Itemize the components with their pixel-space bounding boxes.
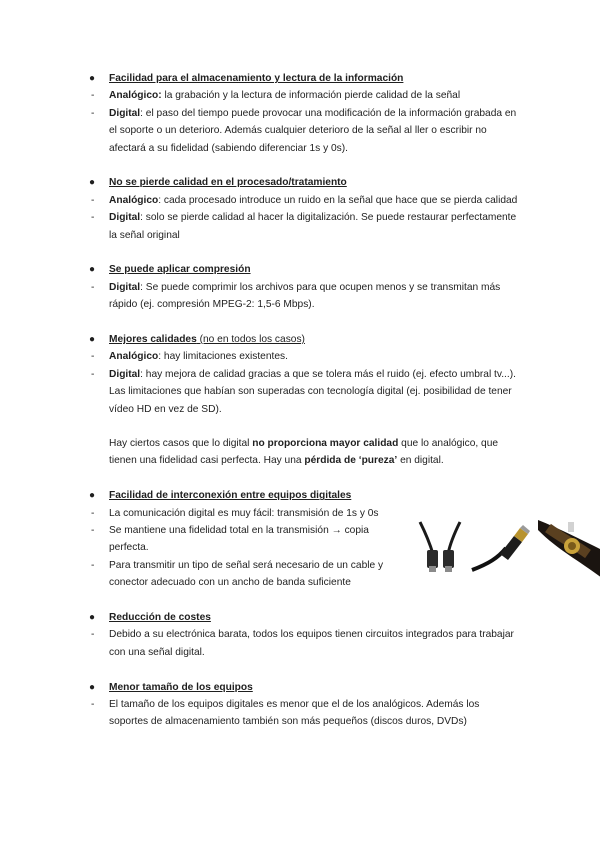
item-text: : cada procesado introduce un ruido en la señal que hace que se pierda calidad: [158, 194, 518, 206]
item-text: : hay mejora de calidad gracias a que se tolera más el ruido (ej. efecto umbral tv...). Las limitaciones que habían son superadas con tecnología digital (ej. posibilidad de tener vídeo HD en vez de SD).: [109, 368, 516, 415]
para-text: Hay ciertos casos que lo digital: [109, 438, 253, 450]
para-text: que lo analógico, que tienen una fidelidad casi perfecta. Hay una: [109, 438, 499, 467]
list-item: [0, 192, 600, 209]
dash-marker: -: [91, 90, 95, 102]
dash-marker: -: [91, 507, 95, 519]
bullet-icon: ●: [89, 264, 96, 276]
bullet-icon: ●: [89, 334, 96, 345]
list-item: [0, 209, 600, 244]
section-costs: [0, 609, 600, 661]
section-heading: [0, 261, 600, 278]
item-text: : hay limitaciones existentes.: [158, 351, 288, 363]
document-content: [0, 70, 600, 731]
section-heading: [0, 174, 600, 191]
dash-marker: -: [91, 281, 95, 293]
firewire-cable-image: [416, 520, 466, 578]
dash-marker: -: [91, 525, 95, 537]
para-bold: no proporciona mayor calidad: [252, 438, 399, 450]
section-heading: [0, 609, 600, 626]
item-label: Analógico: [109, 194, 159, 206]
dash-marker: -: [91, 699, 95, 711]
section-quality: [0, 331, 600, 470]
item-text: la grabación y la lectura de información pierde calidad de la señal: [161, 90, 461, 102]
item-label: Digital: [109, 212, 141, 224]
item-text: El tamaño de los equipos digitales es menor que el de los analógicos. Además los soportes de almacenamiento también son más pequeños (discos duros, DVDs): [109, 699, 480, 728]
section-title: Facilidad para el almacenamiento y lectura de la información: [109, 73, 404, 84]
item-text: : solo se pierde calidad al hacer la digitalización. Se puede restaurar perfectamente la señal original: [109, 212, 517, 241]
bullet-icon: ●: [89, 177, 96, 189]
section-processing: [0, 174, 600, 244]
quality-note-paragraph: [0, 435, 600, 470]
para-bold: pérdida de ‘pureza’: [304, 455, 398, 467]
item-label: Digital: [109, 368, 141, 380]
bullet-icon: ●: [89, 490, 96, 502]
list-item: [0, 366, 600, 418]
list-item: [0, 348, 600, 365]
item-text: Para transmitir un tipo de señal será necesario de un cable y conector adecuado con un ancho de banda suficiente: [109, 559, 384, 589]
list-item: [0, 279, 600, 314]
list-item: [0, 87, 600, 104]
section-heading: [0, 331, 600, 348]
dash-marker: -: [91, 368, 95, 380]
section-heading: [0, 679, 600, 696]
section-title: Se puede aplicar compresión: [109, 264, 251, 276]
coaxial-cable-image: [538, 520, 600, 578]
item-text: Debido a su electrónica barata, todos los equipos tienen circuitos integrados para trabajar con una señal digital.: [109, 629, 514, 658]
item-text: : el paso del tiempo puede provocar una modificación de la información grabada en el soporte o un deterioro. Además cualquier deterioro de la señal al ller o escribir no afectará a su fidelidad (sabiendo diferenciar 1s y 0s).: [109, 107, 517, 154]
section-title: Facilidad de interconexión entre equipos digitales: [109, 490, 352, 502]
section-title: Mejores calidades: [109, 334, 197, 345]
section-title-suffix: (no en todos los casos): [196, 334, 305, 345]
item-label: Digital: [109, 281, 141, 293]
item-text: : Se puede comprimir los archivos para que ocupen menos y se transmitan más rápido (ej. compresión MPEG-2: 1,5-6 Mbps).: [109, 281, 501, 311]
item-text: La comunicación digital es muy fácil: transmisión de 1s y 0s: [109, 507, 379, 519]
section-storage: [0, 70, 600, 157]
list-item: [0, 696, 600, 731]
dash-marker: -: [91, 629, 95, 641]
list-item: [0, 105, 600, 157]
hdmi-cable-image: [470, 524, 530, 574]
section-compression: [0, 261, 600, 313]
section-heading: [0, 70, 600, 87]
dash-marker: -: [91, 194, 95, 206]
para-text: en digital.: [397, 455, 444, 467]
section-title: No se pierde calidad en el procesado/tratamiento: [109, 177, 347, 189]
item-label: Analógico:: [109, 90, 162, 102]
section-size: [0, 679, 600, 731]
dash-marker: -: [91, 107, 95, 119]
item-label: Analógico: [109, 351, 159, 363]
dash-marker: -: [91, 351, 95, 363]
list-item: [0, 626, 600, 661]
section-heading: [0, 487, 600, 504]
bullet-icon: ●: [89, 681, 96, 693]
item-label: Digital: [109, 107, 141, 119]
bullet-icon: ●: [89, 612, 96, 624]
dash-marker: -: [91, 559, 95, 571]
item-text: Se mantiene una fidelidad total en la transmisión → copia perfecta.: [109, 525, 369, 554]
dash-marker: -: [91, 212, 95, 224]
section-title: Reducción de costes: [109, 612, 211, 624]
cable-images: [416, 520, 600, 580]
bullet-icon: ●: [89, 73, 96, 84]
section-title: Menor tamaño de los equipos: [109, 681, 253, 693]
